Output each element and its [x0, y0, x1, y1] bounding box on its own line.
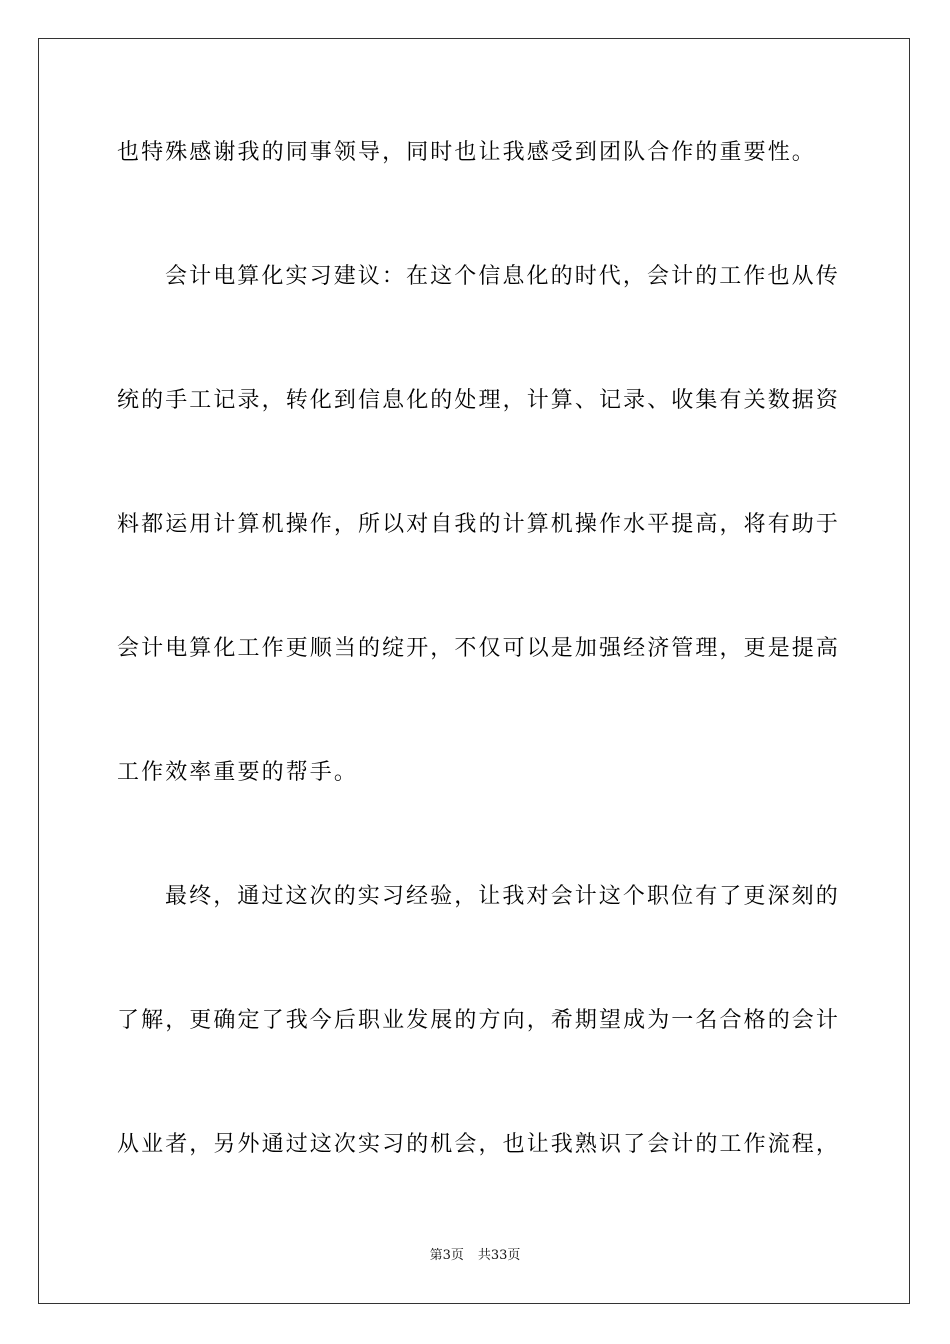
- text-line: 了解，更确定了我今后职业发展的方向，希期望成为一名合格的会计: [117, 1008, 841, 1033]
- total-pages: 共33页: [477, 1248, 521, 1263]
- text-line-paragraph-start: 会计电算化实习建议：在这个信息化的时代，会计的工作也从传: [165, 264, 840, 289]
- text-line-paragraph-start: 最终，通过这次的实习经验，让我对会计这个职位有了更深刻的: [165, 884, 840, 909]
- text-line: 统的手工记录，转化到信息化的处理，计算、记录、收集有关数据资: [117, 388, 841, 413]
- text-line: 会计电算化工作更顺当的绽开，不仅可以是加强经济管理，更是提高: [117, 636, 841, 661]
- text-line: 工作效率重要的帮手。: [117, 760, 359, 785]
- text-line: 从业者，另外通过这次实习的机会，也让我熟识了会计的工作流程，: [117, 1132, 841, 1157]
- page-number: 第3页: [429, 1248, 464, 1263]
- text-line: 料都运用计算机操作，所以对自我的计算机操作水平提高，将有助于: [117, 512, 841, 537]
- page-border: [38, 38, 910, 1304]
- text-line: 也特殊感谢我的同事领导，同时也让我感受到团队合作的重要性。: [117, 140, 816, 165]
- page-footer: [0, 1247, 950, 1265]
